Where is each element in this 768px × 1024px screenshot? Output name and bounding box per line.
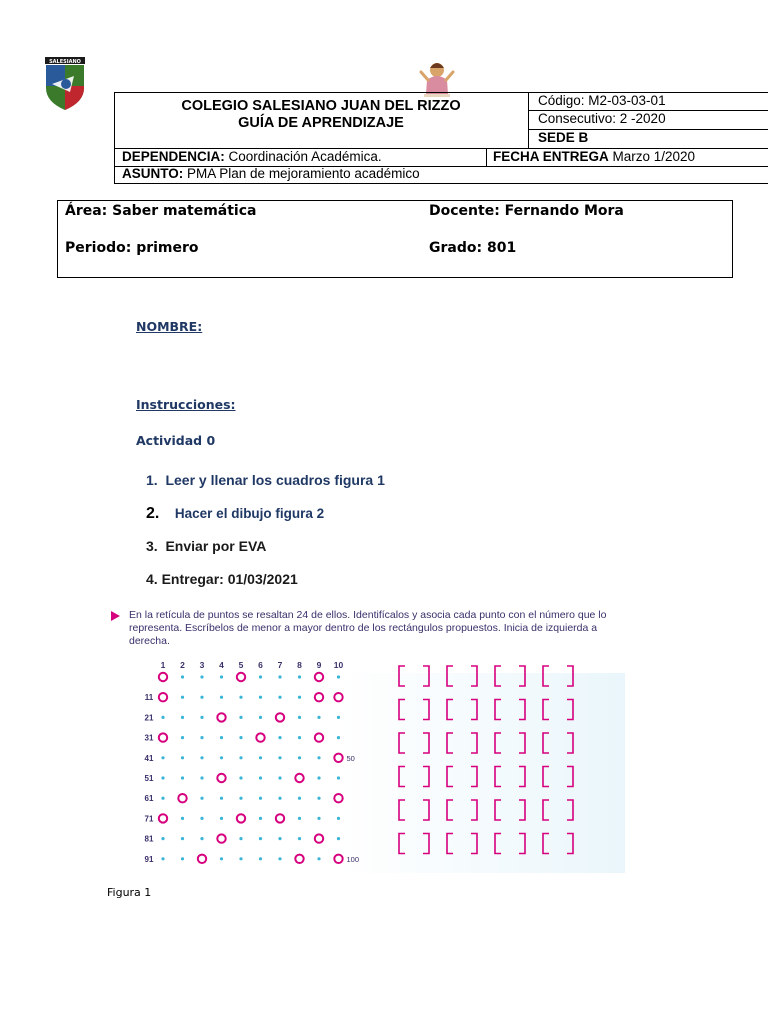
grid-dot: [317, 716, 320, 719]
answer-box: [495, 700, 525, 720]
row-label: 71: [144, 814, 154, 824]
item-number: 3.: [146, 538, 158, 554]
dot-grid: [107, 603, 625, 873]
grid-dot: [259, 797, 262, 800]
highlighted-point: [334, 754, 342, 762]
consecutive-number: Consecutivo: 2 -2020: [538, 111, 666, 126]
grid-dot: [239, 696, 242, 699]
highlighted-point: [315, 673, 323, 681]
row-label: 81: [144, 834, 154, 844]
delivery-label: FECHA ENTREGA: [493, 149, 609, 164]
answer-box: [447, 800, 477, 820]
subject-row: [122, 166, 420, 182]
figure-1-dot-grid: [107, 603, 625, 873]
instruction-item-4: [146, 571, 298, 587]
highlighted-point: [256, 733, 264, 741]
answer-box: [543, 767, 573, 787]
grade-field: Grado: 801: [429, 240, 517, 256]
grid-dot: [161, 797, 164, 800]
grid-dot: [181, 837, 184, 840]
name-label: NOMBRE:: [136, 319, 203, 334]
school-title: [114, 98, 528, 132]
grid-dot: [220, 817, 223, 820]
grid-dot: [161, 716, 164, 719]
grid-dot: [181, 756, 184, 759]
highlighted-point: [276, 713, 284, 721]
grid-dot: [278, 736, 281, 739]
grid-dot: [259, 817, 262, 820]
column-number: 5: [238, 660, 244, 670]
column-number: 2: [180, 660, 185, 670]
figure-caption: Figura 1: [107, 886, 152, 899]
period-field: Periodo: primero: [65, 240, 199, 256]
grid-dot: [200, 716, 203, 719]
column-number: 9: [316, 660, 322, 670]
row-label: 21: [144, 713, 154, 723]
highlighted-point: [315, 834, 323, 842]
instructions-label: Instrucciones:: [136, 397, 236, 412]
dependency-label: DEPENDENCIA:: [122, 149, 225, 164]
figure-instruction: En la retícula de puntos se resaltan 24 de ellos. Identifícalos y asocia cada punto con el número que lo representa. Escríbelos de menor a mayor dentro de los rectángulos propuestos. Inicia de izquierda a derecha.: [129, 609, 607, 647]
grid-dot: [278, 756, 281, 759]
answer-box: [495, 800, 525, 820]
course-info-box: [57, 200, 733, 278]
answer-box: [399, 700, 429, 720]
grid-dot: [259, 837, 262, 840]
grid-dot: [259, 756, 262, 759]
grid-dot: [200, 756, 203, 759]
grid-dot: [220, 696, 223, 699]
grid-dot: [278, 857, 281, 860]
grid-dot: [298, 756, 301, 759]
dependency-value: Coordinación Académica.: [224, 149, 382, 164]
grid-dot: [259, 716, 262, 719]
delivery-value: Marzo 1/2020: [608, 149, 696, 164]
item-number: 1.: [146, 472, 158, 488]
grid-dot: [239, 756, 242, 759]
grid-dot: [220, 736, 223, 739]
highlighted-point: [295, 855, 303, 863]
column-number: 6: [258, 660, 263, 670]
grid-dot: [298, 797, 301, 800]
grid-dot: [317, 756, 320, 759]
guide-title: GUÍA DE APRENDIZAJE: [238, 115, 404, 131]
highlighted-point: [334, 693, 342, 701]
item-number: 4.: [146, 571, 158, 587]
grid-dot: [181, 817, 184, 820]
highlighted-point: [159, 814, 167, 822]
grid-dot: [298, 736, 301, 739]
grid-dot: [239, 837, 242, 840]
item-number: 2.: [146, 505, 160, 522]
item-text: Enviar por EVA: [165, 538, 267, 554]
teacher-field: Docente: Fernando Mora: [429, 203, 624, 219]
grid-dot: [317, 817, 320, 820]
grid-dot: [200, 736, 203, 739]
column-number: 3: [199, 660, 205, 670]
dependency-row: [122, 149, 382, 165]
grid-dot: [200, 696, 203, 699]
row-label: 61: [144, 794, 154, 804]
answer-box: [543, 700, 573, 720]
answer-box: [399, 834, 429, 854]
highlighted-point: [315, 693, 323, 701]
grid-dot: [298, 716, 301, 719]
answer-box: [495, 666, 525, 686]
item-text: Entregar: 01/03/2021: [161, 571, 298, 587]
grid-dot: [161, 756, 164, 759]
school-shield-logo: [44, 56, 86, 112]
highlighted-point: [276, 814, 284, 822]
row-label: 31: [144, 733, 154, 743]
grid-dot: [298, 696, 301, 699]
row-label: 41: [144, 753, 154, 763]
grid-dot: [200, 797, 203, 800]
grid-dot: [200, 837, 203, 840]
grid-dot: [239, 857, 242, 860]
answer-box: [399, 800, 429, 820]
subject-value: PMA Plan de mejoramiento académico: [183, 166, 420, 181]
column-number: 4: [219, 660, 224, 670]
answer-box: [399, 666, 429, 686]
answer-box: [447, 767, 477, 787]
highlighted-point: [178, 794, 186, 802]
grid-dot: [337, 776, 340, 779]
highlighted-point: [198, 855, 206, 863]
grid-dot: [278, 776, 281, 779]
grid-dot: [239, 736, 242, 739]
answer-box: [495, 767, 525, 787]
grid-dot: [317, 797, 320, 800]
grid-dot: [259, 696, 262, 699]
grid-dot: [259, 675, 262, 678]
answer-box: [495, 834, 525, 854]
highlighted-point: [217, 834, 225, 842]
end-label-100: 100: [346, 854, 360, 864]
highlighted-point: [334, 855, 342, 863]
answer-box: [543, 800, 573, 820]
highlighted-point: [237, 814, 245, 822]
grid-dot: [220, 675, 223, 678]
grid-dot: [317, 857, 320, 860]
item-text: Leer y llenar los cuadros figura 1: [165, 472, 385, 488]
answer-box: [543, 834, 573, 854]
grid-dot: [239, 797, 242, 800]
activity-label: Actividad 0: [136, 433, 216, 448]
answer-box: [447, 834, 477, 854]
grid-dot: [298, 837, 301, 840]
highlighted-point: [217, 774, 225, 782]
area-field: Área: Saber matemática: [65, 203, 257, 219]
document-code: Código: M2-03-03-01: [538, 93, 666, 108]
grid-dot: [337, 837, 340, 840]
instruction-item-3: [146, 538, 266, 554]
grid-dot: [317, 776, 320, 779]
grid-dot: [161, 837, 164, 840]
grid-dot: [161, 857, 164, 860]
grid-dot: [181, 857, 184, 860]
row-label: 51: [144, 774, 154, 783]
instruction-item-2: [146, 505, 324, 523]
grid-dot: [278, 696, 281, 699]
answer-box: [399, 767, 429, 787]
answer-box: [447, 733, 477, 753]
highlighted-point: [159, 673, 167, 681]
grid-dot: [181, 696, 184, 699]
column-number: 10: [333, 660, 344, 670]
row-label: 11: [144, 693, 154, 703]
instruction-item-1: [146, 472, 385, 488]
highlighted-point: [295, 774, 303, 782]
grid-dot: [259, 776, 262, 779]
grid-dot: [239, 776, 242, 779]
grid-dot: [278, 675, 281, 678]
grid-dot: [220, 756, 223, 759]
grid-dot: [200, 776, 203, 779]
grid-dot: [278, 837, 281, 840]
logo-text: SALESIANO: [49, 58, 81, 65]
school-name: COLEGIO SALESIANO JUAN DEL RIZZO: [181, 98, 461, 114]
grid-dot: [161, 776, 164, 779]
answer-box: [543, 666, 573, 686]
grid-dot: [239, 716, 242, 719]
answer-box: [447, 666, 477, 686]
grid-dot: [181, 675, 184, 678]
answer-box: [543, 733, 573, 753]
grid-dot: [259, 857, 262, 860]
grid-dot: [337, 716, 340, 719]
column-number: 8: [297, 660, 302, 670]
highlighted-point: [315, 733, 323, 741]
row-label: 91: [144, 854, 154, 864]
answer-box: [495, 733, 525, 753]
header-table: [114, 92, 768, 184]
highlighted-point: [159, 733, 167, 741]
grid-dot: [200, 817, 203, 820]
grid-dot: [181, 736, 184, 739]
sede-label: SEDE B: [538, 130, 589, 145]
end-label-50: 50: [346, 753, 355, 763]
subject-label: ASUNTO:: [122, 166, 184, 181]
grid-dot: [220, 797, 223, 800]
highlighted-point: [334, 794, 342, 802]
grid-dot: [181, 716, 184, 719]
column-number: 7: [277, 660, 283, 670]
grid-dot: [298, 817, 301, 820]
grid-dot: [181, 776, 184, 779]
grid-dot: [337, 675, 340, 678]
column-number: 1: [160, 660, 166, 670]
highlighted-point: [159, 693, 167, 701]
grid-dot: [200, 675, 203, 678]
delivery-row: [493, 149, 695, 165]
grid-dot: [337, 817, 340, 820]
grid-dot: [220, 857, 223, 860]
answer-box: [399, 733, 429, 753]
highlighted-point: [237, 673, 245, 681]
item-text: Hacer el dibujo figura 2: [174, 506, 325, 521]
grid-dot: [278, 797, 281, 800]
grid-dot: [298, 675, 301, 678]
grid-dot: [337, 736, 340, 739]
answer-box: [447, 700, 477, 720]
highlighted-point: [217, 713, 225, 721]
